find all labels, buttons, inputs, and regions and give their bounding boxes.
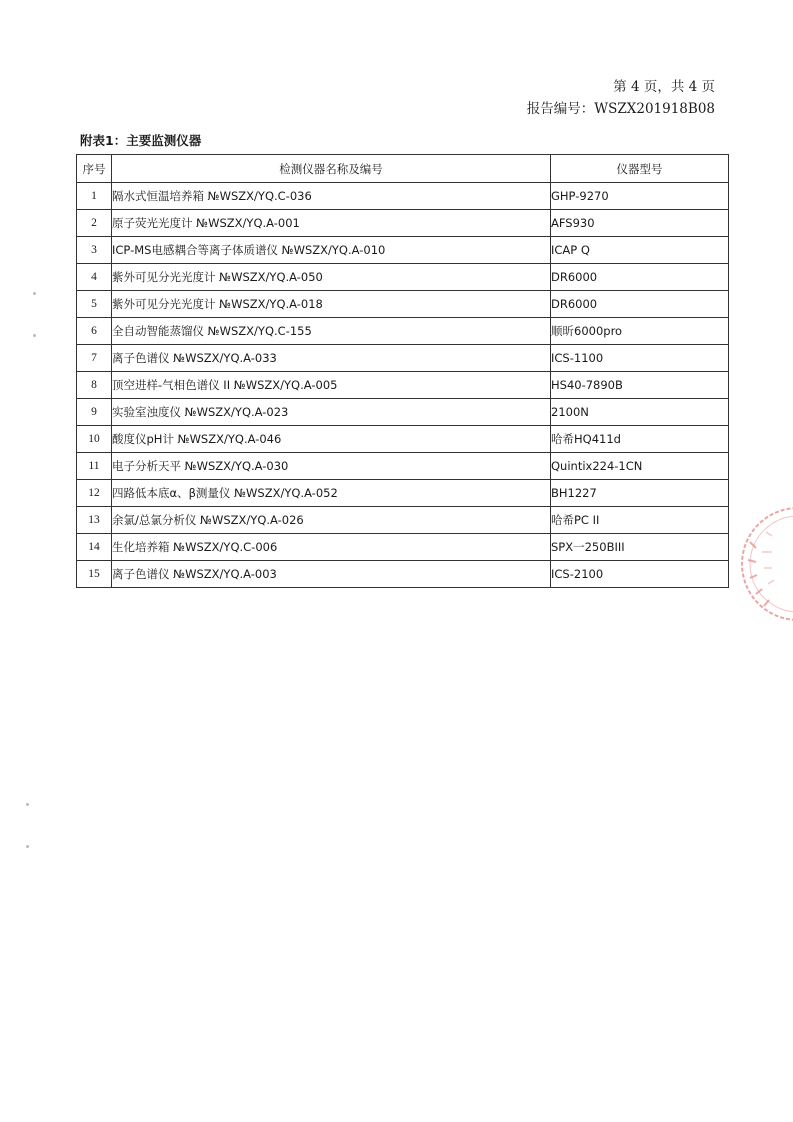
column-header-name: 检测仪器名称及编号: [112, 155, 551, 183]
table-row: [77, 345, 729, 372]
row-instrument-name: 离子色谱仪 №WSZX/YQ.A-003: [112, 561, 551, 588]
row-instrument-name: 四路低本底α、β测量仪 №WSZX/YQ.A-052: [112, 480, 551, 507]
table-row: [77, 480, 729, 507]
row-seq: 6: [77, 318, 112, 345]
row-model: HS40-7890B: [551, 372, 729, 399]
row-model: DR6000: [551, 264, 729, 291]
row-model: 哈希HQ411d: [551, 426, 729, 453]
section-title: 附表1：主要监测仪器: [80, 133, 202, 148]
row-model: 哈希PC II: [551, 507, 729, 534]
row-model: ICAP Q: [551, 237, 729, 264]
row-instrument-name: 电子分析天平 №WSZX/YQ.A-030: [112, 453, 551, 480]
row-seq: 12: [77, 480, 112, 507]
table-row: [77, 399, 729, 426]
row-model: SPX一250BIII: [551, 534, 729, 561]
row-seq: 10: [77, 426, 112, 453]
row-model: 顺昕6000pro: [551, 318, 729, 345]
row-instrument-name: 实验室浊度仪 №WSZX/YQ.A-023: [112, 399, 551, 426]
row-seq: 11: [77, 453, 112, 480]
page-number: 第 4 页，共 4 页: [613, 79, 715, 95]
column-header-model: 仪器型号: [551, 155, 729, 183]
row-seq: 14: [77, 534, 112, 561]
table-row: [77, 183, 729, 210]
row-seq: 2: [77, 210, 112, 237]
row-model: DR6000: [551, 291, 729, 318]
table-row: [77, 237, 729, 264]
scan-speck: [33, 334, 36, 337]
row-instrument-name: 生化培养箱 №WSZX/YQ.C-006: [112, 534, 551, 561]
row-model: AFS930: [551, 210, 729, 237]
row-model: GHP-9270: [551, 183, 729, 210]
red-seal-stamp-icon: [736, 502, 793, 632]
row-seq: 13: [77, 507, 112, 534]
row-instrument-name: 紫外可见分光光度计 №WSZX/YQ.A-050: [112, 264, 551, 291]
scan-speck: [26, 803, 29, 806]
scan-speck: [26, 845, 29, 848]
table-row: [77, 426, 729, 453]
row-model: ICS-1100: [551, 345, 729, 372]
table-row: [77, 453, 729, 480]
row-seq: 5: [77, 291, 112, 318]
instrument-table: [76, 154, 729, 588]
row-instrument-name: 紫外可见分光光度计 №WSZX/YQ.A-018: [112, 291, 551, 318]
row-instrument-name: 原子荧光光度计 №WSZX/YQ.A-001: [112, 210, 551, 237]
row-instrument-name: 余氯/总氯分析仪 №WSZX/YQ.A-026: [112, 507, 551, 534]
row-seq: 8: [77, 372, 112, 399]
table-row: [77, 372, 729, 399]
report-number: 报告编号：WSZX201918B08: [526, 101, 715, 117]
row-seq: 1: [77, 183, 112, 210]
row-instrument-name: 隔水式恒温培养箱 №WSZX/YQ.C-036: [112, 183, 551, 210]
table-row: [77, 291, 729, 318]
column-header-seq: 序号: [77, 155, 112, 183]
row-seq: 4: [77, 264, 112, 291]
row-instrument-name: ICP-MS电感耦合等离子体质谱仪 №WSZX/YQ.A-010: [112, 237, 551, 264]
row-seq: 3: [77, 237, 112, 264]
row-seq: 9: [77, 399, 112, 426]
table-row: [77, 264, 729, 291]
row-model: BH1227: [551, 480, 729, 507]
table-row: [77, 507, 729, 534]
row-model: 2100N: [551, 399, 729, 426]
table-row: [77, 561, 729, 588]
row-instrument-name: 全自动智能蒸馏仪 №WSZX/YQ.C-155: [112, 318, 551, 345]
scan-speck: [33, 292, 36, 295]
row-instrument-name: 离子色谱仪 №WSZX/YQ.A-033: [112, 345, 551, 372]
table-row: [77, 210, 729, 237]
row-instrument-name: 顶空进样-气相色谱仪 II №WSZX/YQ.A-005: [112, 372, 551, 399]
table-row: [77, 534, 729, 561]
row-model: ICS-2100: [551, 561, 729, 588]
table-header-row: [77, 155, 729, 183]
page-header: [527, 76, 715, 120]
row-seq: 7: [77, 345, 112, 372]
row-instrument-name: 酸度仪pH计 №WSZX/YQ.A-046: [112, 426, 551, 453]
row-seq: 15: [77, 561, 112, 588]
table-row: [77, 318, 729, 345]
row-model: Quintix224-1CN: [551, 453, 729, 480]
